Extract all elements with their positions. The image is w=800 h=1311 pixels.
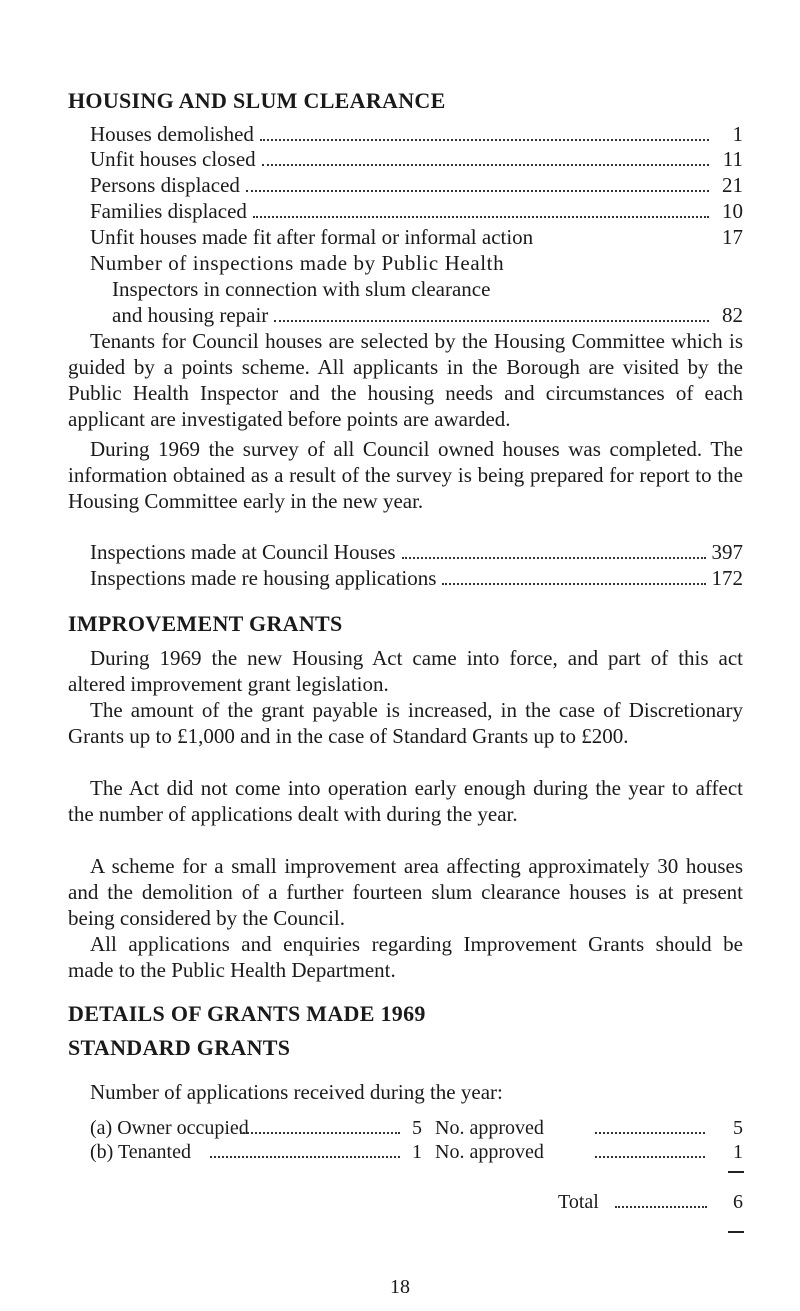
applications-intro: Number of applications received during the year: [90, 1080, 503, 1104]
improvement-heading: IMPROVEMENT GRANTS [68, 611, 343, 636]
grant-received-value: 1 [412, 1141, 422, 1163]
approved-value: 5 [733, 1117, 743, 1139]
stat-row-unfit-made-fit [90, 224, 743, 250]
grant-total-row [90, 1189, 743, 1215]
stat-label: Houses demolished [90, 122, 254, 146]
stat-label-line1: Number of inspections made by Public Health [90, 251, 505, 275]
grant-received-value: 5 [412, 1117, 422, 1139]
stat-row-houses-demolished [90, 121, 743, 147]
stat-row-council-houses [90, 539, 743, 565]
stat-value: 397 [711, 540, 743, 564]
stat-value: 11 [722, 147, 743, 171]
sum-rule [728, 1171, 744, 1173]
stat-label: Inspections made re housing applications [90, 566, 437, 590]
grant-row-tenanted [90, 1139, 743, 1165]
dot-leader [274, 320, 709, 322]
total-value: 6 [733, 1191, 743, 1213]
housing-paragraph-survey: During 1969 the survey of all Council owned houses was completed. The information obtained as a result of the survey is being prepared for report to the Housing Committee early in the new year. [68, 437, 743, 513]
dot-leader [595, 1156, 705, 1158]
stat-label-line3: and housing repair [112, 303, 269, 327]
approved-label: No. approved [435, 1141, 544, 1163]
improvement-paragraph-enquiries: All applications and enquiries regarding Improvement Grants should be made to the Public Health Department. [68, 932, 743, 982]
approved-value: 1 [733, 1141, 743, 1163]
dot-leader [246, 190, 709, 192]
dot-leader [210, 1156, 400, 1158]
stat-row-families-displaced [90, 198, 743, 224]
housing-heading: HOUSING AND SLUM CLEARANCE [68, 88, 446, 113]
stat-row-housing-applications [90, 565, 743, 591]
stat-value: 21 [722, 173, 743, 197]
stat-label: Unfit houses made fit after formal or informal action [90, 225, 534, 249]
improvement-paragraph-operation: The Act did not come into operation early enough during the year to affect the number of applications dealt with during the year. [68, 776, 743, 826]
housing-paragraph-tenants: Tenants for Council houses are selected by the Housing Committee which is guided by a points scheme. All applicants in the Borough are visited by the Public Health Inspector and the housing needs and circumstances of each applicant are investigated before points are awarded. [68, 329, 743, 431]
improvement-paragraph-amount: The amount of the grant payable is increased, in the case of Discretionary Grants up to £1,000 and in the case of Standard Grants up to £200. [68, 698, 743, 748]
dot-leader [240, 1132, 400, 1134]
stat-value: 172 [711, 566, 743, 590]
stat-label: Inspections made at Council Houses [90, 540, 396, 564]
stat-value: 82 [722, 303, 743, 327]
total-rule [728, 1231, 744, 1233]
stat-label-line2: Inspectors in connection with slum clearance [112, 277, 491, 301]
stat-label: Persons displaced [90, 173, 240, 197]
standard-grants-heading: STANDARD GRANTS [68, 1035, 291, 1060]
approved-label: No. approved [435, 1117, 544, 1139]
stat-value: 17 [722, 225, 743, 249]
dot-leader [402, 557, 706, 559]
stat-label: Families displaced [90, 199, 247, 223]
dot-leader [595, 1132, 705, 1134]
dot-leader [253, 216, 709, 218]
dot-leader [615, 1206, 707, 1208]
grant-row-owner-occupied [90, 1115, 743, 1141]
page-number: 18 [390, 1276, 410, 1298]
details-heading: DETAILS OF GRANTS MADE 1969 [68, 1001, 426, 1026]
stat-row-unfit-closed [90, 146, 743, 172]
stat-label: Unfit houses closed [90, 147, 256, 171]
dot-leader [262, 164, 709, 166]
total-label: Total [558, 1191, 599, 1213]
stat-value: 10 [722, 199, 743, 223]
grant-label: (a) Owner occupied [90, 1117, 249, 1139]
improvement-paragraph-scheme: A scheme for a small improvement area affecting approximately 30 houses and the demolition of a further fourteen slum clearance houses is at present being considered by the Council. [68, 854, 743, 930]
stat-row-persons-displaced [90, 172, 743, 198]
stat-row-inspections [90, 250, 743, 328]
grant-label: (b) Tenanted [90, 1141, 191, 1163]
dot-leader [442, 583, 705, 585]
stat-value: 1 [732, 122, 743, 146]
improvement-paragraph-act: During 1969 the new Housing Act came into force, and part of this act altered improvement grant legislation. [68, 646, 743, 696]
dot-leader [260, 139, 709, 141]
